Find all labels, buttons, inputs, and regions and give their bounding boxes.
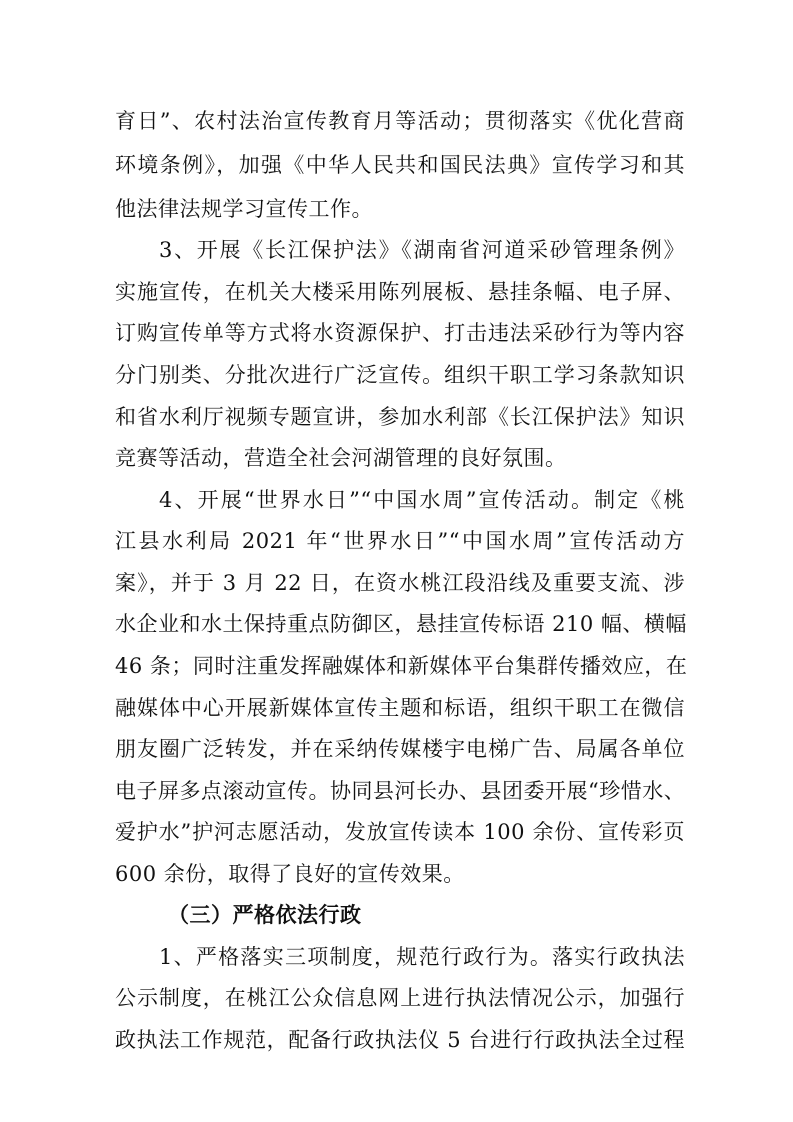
- paragraph-line: 4、开展“世界水日”“中国水周”宣传活动。制定《桃: [159, 488, 685, 512]
- paragraph-line: 公示制度，在桃江公众信息网上进行执法情况公示，加强行: [115, 986, 685, 1010]
- paragraph-line: 竞赛等活动，营造全社会河湖管理的良好氛围。: [115, 446, 567, 470]
- paragraph-line: 订购宣传单等方式将水资源保护、打击违法采砂行为等内容: [115, 321, 685, 345]
- paragraph-line: 46 条；同时注重发挥融媒体和新媒体平台集群传播效应，在: [115, 654, 688, 678]
- paragraph-line: 案》，并于 3 月 22 日，在资水桃江段沿线及重要支流、涉: [115, 571, 685, 595]
- paragraph-line: 环境条例》，加强《中华人民共和国民法典》宣传学习和其: [115, 153, 685, 177]
- paragraph-line: 水企业和水土保持重点防御区，悬挂宣传标语 210 幅、横幅: [115, 612, 687, 636]
- paragraph-line: 江县水利局 2021 年“世界水日”“中国水周”宣传活动方: [115, 529, 685, 553]
- section-heading: （三）严格依法行政: [168, 903, 362, 927]
- paragraph-line: 实施宣传，在机关大楼采用陈列展板、悬挂条幅、电子屏、: [115, 280, 685, 304]
- paragraph-line: 他法律法规学习宣传工作。: [115, 197, 373, 221]
- paragraph-line: 融媒体中心开展新媒体宣传主题和标语，组织干职工在微信: [115, 696, 685, 720]
- paragraph-line: 育日”、农村法治宣传教育月等活动；贯彻落实《优化营商: [115, 109, 685, 133]
- paragraph-line: 电子屏多点滚动宣传。协同县河长办、县团委开展“珍惜水、: [115, 779, 686, 803]
- paragraph-line: 爱护水”护河志愿活动，发放宣传读本 100 余份、宣传彩页: [115, 820, 685, 844]
- paragraph-line: 政执法工作规范，配备行政执法仪 5 台进行行政执法全过程: [115, 1028, 685, 1052]
- paragraph-line: 600 余份，取得了良好的宣传效果。: [115, 862, 465, 886]
- paragraph-line: 1、严格落实三项制度，规范行政行为。落实行政执法: [159, 945, 685, 969]
- paragraph-line: 朋友圈广泛转发，并在采纳传媒楼宇电梯广告、局属各单位: [115, 737, 685, 761]
- paragraph-line: 分门别类、分批次进行广泛宣传。组织干职工学习条款知识: [115, 363, 685, 387]
- paragraph-line: 3、开展《长江保护法》《湖南省河道采砂管理条例》: [159, 238, 685, 262]
- paragraph-line: 和省水利厅视频专题宣讲，参加水利部《长江保护法》知识: [115, 405, 685, 429]
